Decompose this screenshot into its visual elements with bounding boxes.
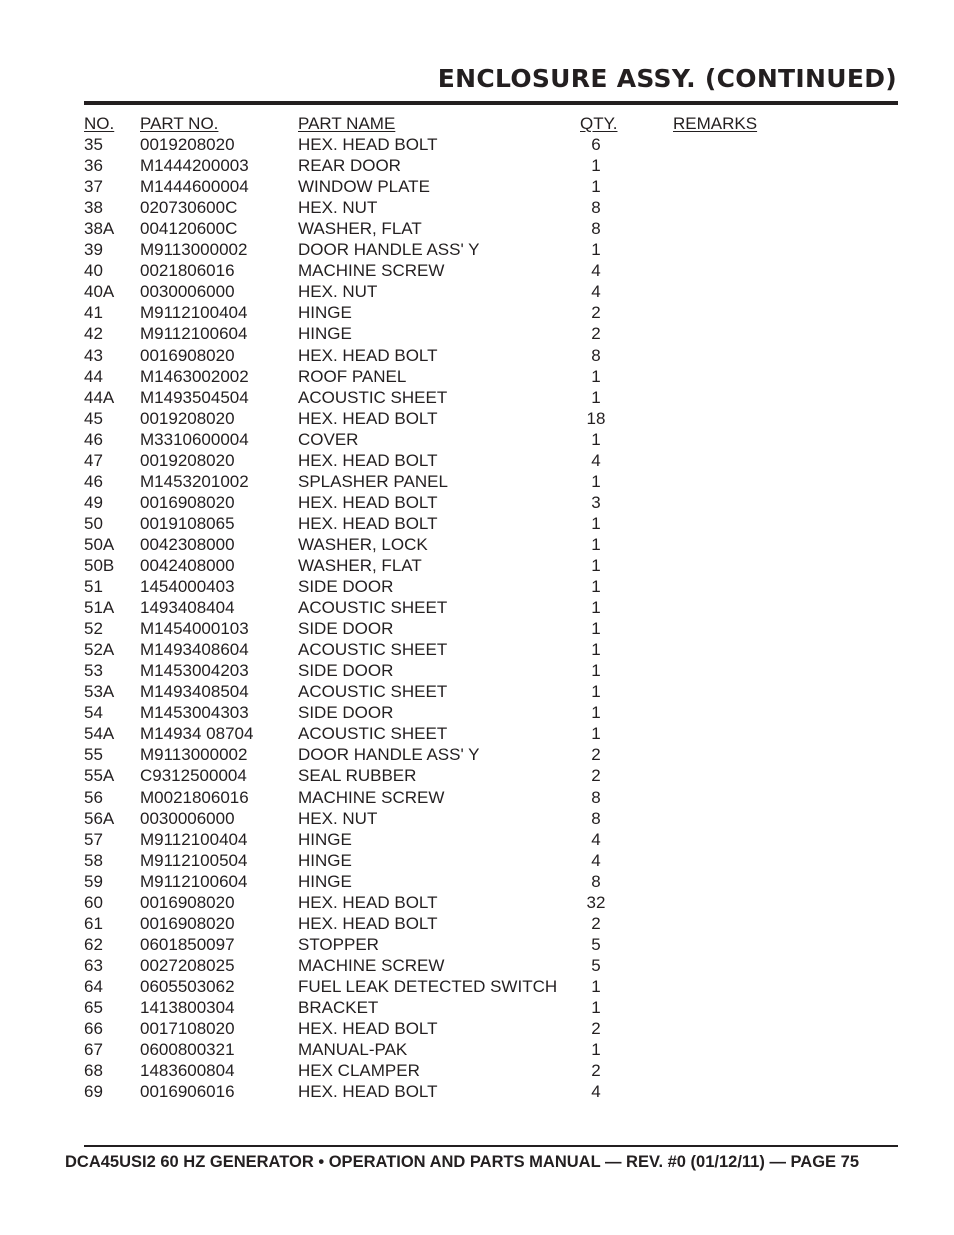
table-row <box>84 513 784 534</box>
cell-qty: 4 <box>591 850 601 870</box>
header-part-no: PART NO. <box>140 114 219 133</box>
cell-part-no: 0042308000 <box>140 534 235 554</box>
cell-no: 51 <box>84 577 103 597</box>
cell-no: 52 <box>84 619 103 639</box>
cell-part-name: HEX CLAMPER <box>298 1061 420 1081</box>
cell-part-no: M9112100404 <box>140 829 248 849</box>
cell-no: 44A <box>84 387 115 407</box>
table-row <box>84 302 784 323</box>
cell-part-name: HEX. NUT <box>298 198 378 218</box>
cell-part-name: HEX. NUT <box>298 808 378 828</box>
cell-qty: 2 <box>591 1061 601 1081</box>
cell-qty: 1 <box>591 997 601 1017</box>
cell-part-name: SIDE DOOR <box>298 703 394 723</box>
cell-part-no: M9112100504 <box>140 850 248 870</box>
table-row <box>84 744 784 765</box>
cell-qty: 2 <box>591 1019 601 1039</box>
table-row <box>84 1039 784 1060</box>
cell-no: 42 <box>84 324 103 344</box>
cell-no: 50B <box>84 555 115 575</box>
cell-part-no: 0042408000 <box>140 555 235 575</box>
cell-part-no: 0021806016 <box>140 261 235 281</box>
cell-part-name: SIDE DOOR <box>298 577 394 597</box>
table-row <box>84 660 784 681</box>
page-title: ENCLOSURE ASSY. (CONTINUED) <box>437 64 897 93</box>
cell-no: 67 <box>84 1040 103 1060</box>
table-row <box>84 850 784 871</box>
cell-no: 64 <box>84 976 103 996</box>
table-row <box>84 787 784 808</box>
cell-qty: 1 <box>591 387 601 407</box>
cell-qty: 6 <box>591 135 601 155</box>
header-qty: QTY. <box>580 114 618 133</box>
cell-no: 44 <box>84 366 103 386</box>
cell-qty: 8 <box>591 345 601 365</box>
cell-no: 66 <box>84 1019 103 1039</box>
cell-part-name: MACHINE SCREW <box>298 787 445 807</box>
cell-qty: 18 <box>586 408 606 428</box>
table-row <box>84 871 784 892</box>
table-row <box>84 555 784 576</box>
cell-part-name: ACOUSTIC SHEET <box>298 598 448 618</box>
cell-qty: 1 <box>591 577 601 597</box>
cell-qty: 8 <box>591 871 601 891</box>
cell-qty: 32 <box>586 892 606 912</box>
cell-no: 54A <box>84 724 115 744</box>
cell-no: 53 <box>84 661 103 681</box>
cell-part-no: M9112100404 <box>140 303 248 323</box>
cell-part-no: M1453004303 <box>140 703 249 723</box>
table-row <box>84 134 784 155</box>
cell-part-no: M14934 08704 <box>140 724 254 744</box>
cell-part-name: HEX. HEAD BOLT <box>298 892 438 912</box>
cell-part-name: MACHINE SCREW <box>298 261 445 281</box>
cell-part-name: WASHER, FLAT <box>298 219 422 239</box>
cell-part-no: 0030006000 <box>140 282 235 302</box>
cell-part-name: STOPPER <box>298 934 379 954</box>
cell-qty: 1 <box>591 429 601 449</box>
cell-qty: 8 <box>591 219 601 239</box>
cell-qty: 4 <box>591 829 601 849</box>
cell-part-no: M1453004203 <box>140 661 249 681</box>
cell-no: 41 <box>84 303 103 323</box>
cell-qty: 1 <box>591 513 601 533</box>
table-row <box>84 387 784 408</box>
cell-no: 58 <box>84 850 103 870</box>
cell-part-name: DOOR HANDLE ASS' Y <box>298 240 480 260</box>
cell-part-no: 0016906016 <box>140 1082 235 1102</box>
cell-no: 39 <box>84 240 103 260</box>
cell-qty: 2 <box>591 766 601 786</box>
cell-part-name: HEX. HEAD BOLT <box>298 345 438 365</box>
cell-qty: 1 <box>591 177 601 197</box>
cell-part-name: HINGE <box>298 303 352 323</box>
cell-part-no: M1444600004 <box>140 177 249 197</box>
table-row <box>84 892 784 913</box>
cell-part-name: SPLASHER PANEL <box>298 471 448 491</box>
cell-part-no: M1493408504 <box>140 682 249 702</box>
cell-qty: 1 <box>591 661 601 681</box>
cell-part-no: 0019208020 <box>140 450 235 470</box>
cell-part-no: 0019208020 <box>140 408 235 428</box>
parts-table <box>84 113 784 1102</box>
cell-no: 46 <box>84 471 103 491</box>
cell-no: 46 <box>84 429 103 449</box>
header-part-name: PART NAME <box>298 114 396 133</box>
cell-no: 40A <box>84 282 115 302</box>
cell-part-no: M9112100604 <box>140 871 248 891</box>
cell-part-name: HEX. HEAD BOLT <box>298 135 438 155</box>
cell-part-no: M1453201002 <box>140 471 249 491</box>
cell-no: 56 <box>84 787 103 807</box>
cell-qty: 4 <box>591 261 601 281</box>
cell-part-name: HEX. HEAD BOLT <box>298 913 438 933</box>
cell-qty: 5 <box>591 955 601 975</box>
cell-qty: 1 <box>591 1040 601 1060</box>
cell-qty: 1 <box>591 471 601 491</box>
cell-part-name: ACOUSTIC SHEET <box>298 640 448 660</box>
cell-qty: 1 <box>591 976 601 996</box>
cell-part-no: M1493408604 <box>140 640 249 660</box>
cell-part-name: HINGE <box>298 324 352 344</box>
cell-part-no: 1483600804 <box>140 1061 235 1081</box>
table-row <box>84 197 784 218</box>
title-divider <box>84 101 898 105</box>
cell-no: 51A <box>84 598 115 618</box>
table-row <box>84 808 784 829</box>
cell-no: 52A <box>84 640 115 660</box>
cell-part-no: 1454000403 <box>140 577 235 597</box>
cell-part-name: HINGE <box>298 871 352 891</box>
cell-no: 40 <box>84 261 103 281</box>
cell-no: 59 <box>84 871 103 891</box>
cell-no: 63 <box>84 955 103 975</box>
table-row <box>84 239 784 260</box>
table-row <box>84 218 784 239</box>
table-row <box>84 618 784 639</box>
cell-part-name: WASHER, LOCK <box>298 534 428 554</box>
table-row <box>84 723 784 744</box>
cell-part-no: M1463002002 <box>140 366 249 386</box>
cell-qty: 1 <box>591 555 601 575</box>
table-row <box>84 408 784 429</box>
cell-qty: 8 <box>591 787 601 807</box>
cell-no: 55A <box>84 766 115 786</box>
table-row <box>84 976 784 997</box>
cell-part-name: HINGE <box>298 850 352 870</box>
cell-qty: 1 <box>591 682 601 702</box>
table-row <box>84 429 784 450</box>
cell-no: 38A <box>84 219 115 239</box>
cell-part-no: C9312500004 <box>140 766 247 786</box>
cell-part-name: HEX. HEAD BOLT <box>298 492 438 512</box>
cell-qty: 5 <box>591 934 601 954</box>
cell-part-name: FUEL LEAK DETECTED SWITCH <box>298 976 558 996</box>
table-row <box>84 260 784 281</box>
cell-part-no: M1454000103 <box>140 619 249 639</box>
page-footer: DCA45USI2 60 HZ GENERATOR • OPERATION AND PARTS MANUAL — REV. #0 (01/12/11) — PAGE 75 <box>65 1153 859 1171</box>
cell-part-no: M0021806016 <box>140 787 249 807</box>
cell-part-no: 0017108020 <box>140 1019 235 1039</box>
cell-part-name: SIDE DOOR <box>298 661 394 681</box>
cell-no: 65 <box>84 997 103 1017</box>
table-row <box>84 492 784 513</box>
table-row <box>84 913 784 934</box>
header-remarks: REMARKS <box>673 114 758 133</box>
cell-qty: 8 <box>591 808 601 828</box>
cell-part-no: M1493504504 <box>140 387 249 407</box>
table-row <box>84 1060 784 1081</box>
table-row <box>84 471 784 492</box>
cell-qty: 1 <box>591 724 601 744</box>
cell-qty: 2 <box>591 913 601 933</box>
cell-part-no: 0016908020 <box>140 345 235 365</box>
cell-no: 50A <box>84 534 115 554</box>
cell-no: 45 <box>84 408 103 428</box>
table-row <box>84 997 784 1018</box>
cell-part-no: 0605503062 <box>140 976 235 996</box>
cell-part-name: SIDE DOOR <box>298 619 394 639</box>
cell-part-no: 0600800321 <box>140 1040 235 1060</box>
table-row <box>84 323 784 344</box>
cell-qty: 2 <box>591 303 601 323</box>
cell-part-name: BRACKET <box>298 997 379 1017</box>
cell-qty: 3 <box>591 492 601 512</box>
cell-no: 50 <box>84 513 103 533</box>
cell-part-name: HEX. NUT <box>298 282 378 302</box>
cell-part-no: 0016908020 <box>140 913 235 933</box>
cell-qty: 1 <box>591 703 601 723</box>
cell-part-name: HEX. HEAD BOLT <box>298 1082 438 1102</box>
table-row <box>84 345 784 366</box>
cell-part-no: M9112100604 <box>140 324 248 344</box>
cell-part-name: MACHINE SCREW <box>298 955 445 975</box>
cell-part-no: 020730600C <box>140 198 238 218</box>
cell-part-no: 1413800304 <box>140 997 235 1017</box>
cell-part-no: 004120600C <box>140 219 238 239</box>
cell-qty: 1 <box>591 640 601 660</box>
cell-no: 37 <box>84 177 103 197</box>
cell-no: 62 <box>84 934 103 954</box>
cell-part-no: M3310600004 <box>140 429 249 449</box>
cell-qty: 4 <box>591 450 601 470</box>
table-row <box>84 176 784 197</box>
cell-part-no: 0601850097 <box>140 934 235 954</box>
cell-no: 54 <box>84 703 103 723</box>
table-row <box>84 681 784 702</box>
table-body <box>84 134 784 1102</box>
cell-qty: 1 <box>591 240 601 260</box>
cell-qty: 8 <box>591 198 601 218</box>
cell-qty: 1 <box>591 366 601 386</box>
cell-part-name: DOOR HANDLE ASS' Y <box>298 745 480 765</box>
table-row <box>84 597 784 618</box>
cell-part-no: 0016908020 <box>140 492 235 512</box>
table-row <box>84 829 784 850</box>
table-row <box>84 955 784 976</box>
cell-no: 43 <box>84 345 103 365</box>
cell-part-name: ACOUSTIC SHEET <box>298 387 448 407</box>
table-row <box>84 534 784 555</box>
cell-part-name: REAR DOOR <box>298 156 401 176</box>
cell-part-name: WINDOW PLATE <box>298 177 430 197</box>
table-row <box>84 281 784 302</box>
table-row <box>84 765 784 786</box>
cell-part-name: HEX. HEAD BOLT <box>298 450 438 470</box>
cell-part-name: ROOF PANEL <box>298 366 407 386</box>
cell-part-name: SEAL RUBBER <box>298 766 417 786</box>
table-row <box>84 1081 784 1102</box>
cell-no: 56A <box>84 808 115 828</box>
cell-no: 61 <box>84 913 103 933</box>
cell-part-name: HEX. HEAD BOLT <box>298 408 438 428</box>
table-header-row <box>84 113 784 134</box>
header-no: NO. <box>84 114 115 133</box>
table-row <box>84 366 784 387</box>
footer-divider <box>84 1145 898 1147</box>
cell-no: 55 <box>84 745 103 765</box>
cell-qty: 1 <box>591 156 601 176</box>
cell-part-no: M9113000002 <box>140 745 248 765</box>
cell-qty: 2 <box>591 745 601 765</box>
table-row <box>84 702 784 723</box>
cell-part-name: WASHER, FLAT <box>298 555 422 575</box>
table-row <box>84 576 784 597</box>
cell-part-no: 0016908020 <box>140 892 235 912</box>
cell-part-no: 0027208025 <box>140 955 235 975</box>
cell-part-no: 1493408404 <box>140 598 235 618</box>
cell-part-no: M9113000002 <box>140 240 248 260</box>
cell-no: 49 <box>84 492 103 512</box>
cell-no: 60 <box>84 892 103 912</box>
cell-part-name: COVER <box>298 429 359 449</box>
cell-no: 36 <box>84 156 103 176</box>
cell-part-name: ACOUSTIC SHEET <box>298 724 448 744</box>
cell-part-name: HEX. HEAD BOLT <box>298 1019 438 1039</box>
table-row <box>84 155 784 176</box>
table-row <box>84 1018 784 1039</box>
cell-no: 53A <box>84 682 115 702</box>
table-row <box>84 934 784 955</box>
cell-part-name: HINGE <box>298 829 352 849</box>
cell-part-name: ACOUSTIC SHEET <box>298 682 448 702</box>
cell-part-no: 0030006000 <box>140 808 235 828</box>
table-row <box>84 639 784 660</box>
cell-qty: 1 <box>591 534 601 554</box>
cell-no: 35 <box>84 135 103 155</box>
cell-no: 57 <box>84 829 103 849</box>
cell-qty: 1 <box>591 598 601 618</box>
cell-part-no: 0019108065 <box>140 513 235 533</box>
cell-qty: 2 <box>591 324 601 344</box>
cell-no: 47 <box>84 450 103 470</box>
cell-qty: 1 <box>591 619 601 639</box>
cell-qty: 4 <box>591 282 601 302</box>
cell-no: 68 <box>84 1061 103 1081</box>
cell-part-name: HEX. HEAD BOLT <box>298 513 438 533</box>
cell-part-no: M1444200003 <box>140 156 249 176</box>
cell-part-no: 0019208020 <box>140 135 235 155</box>
cell-qty: 4 <box>591 1082 601 1102</box>
cell-no: 69 <box>84 1082 103 1102</box>
cell-no: 38 <box>84 198 103 218</box>
table-row <box>84 450 784 471</box>
cell-part-name: MANUAL-PAK <box>298 1040 408 1060</box>
